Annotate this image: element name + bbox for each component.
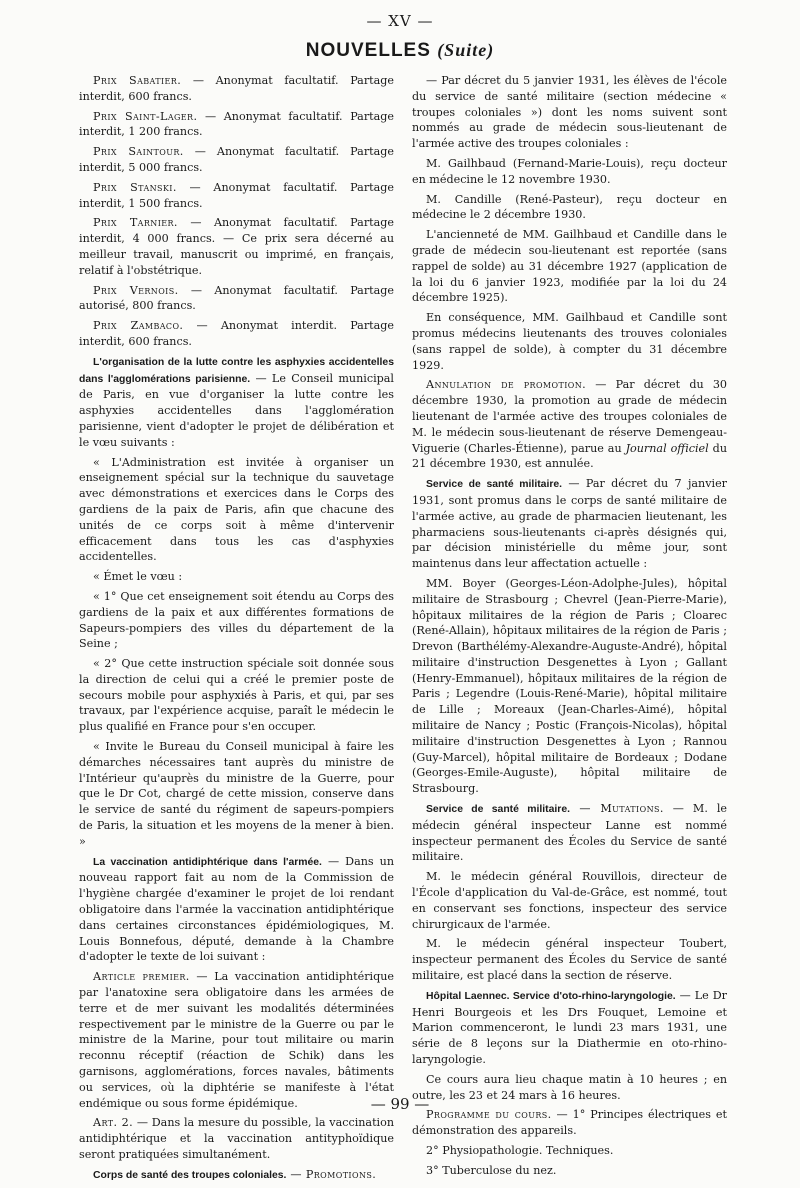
paragraph: « 2° Que cette instruction spéciale soit donnée sous la direction de celui qui a créé le premier poste de secours mobile pour asphyxiés à Paris, et qui, par ses travaux, par l'expérience acquise, paraît le médecin le plus qualifié en France pour s'en occuper. — [79, 657, 394, 734]
programme-paragraph: Programme du cours. — 1° Principes électriques et démonstration des appareils. — [412, 1108, 727, 1138]
paragraph: 3° Tuberculose du nez. — [426, 1163, 557, 1177]
paragraph: M. le médecin général Rouvillois, directeur de l'École d'application du Val-de-Grâce, est nommé, tout en conservant ses fonctions, inspecteur des service chirurgicaux de l'armée. — [412, 870, 727, 931]
page-number: — 99 — — [370, 1095, 430, 1113]
title-main: NOUVELLES — [305, 40, 431, 61]
prix-item: Prix Saint-Lager. — Anonymat facultatif. Partage interdit, 1 200 francs. — [79, 109, 394, 139]
prix-item: Prix Vernois. — Anonymat facultatif. Partage autorisé, 800 francs. — [79, 283, 394, 313]
service-sante-paragraph: Service de santé militaire. — Par décret du 7 janvier 1931, sont promus dans le corps de santé militaire de l'armée active, au grade de pharmacien lieutenant, les pharmaciens sous-lieutenants ci-après désignés qui, par décision ministérielle du même jour, sont maintenus dans leur affectation actuelle : — [412, 477, 728, 571]
page-title — [0, 40, 800, 62]
paragraph: M. Gailhbaud (Fernand-Marie-Louis), reçu docteur en médecine le 12 novembre 1930. — [412, 156, 727, 186]
left-column — [79, 73, 394, 1188]
paragraph: « L'Administration est invitée à organiser un enseignement spécial sur la technique du sauvetage avec démonstrations et exercices dans le Corps des gardiens de la paix de Paris, afin que chacune des unités de ce corps soit à même d'intervenir efficacement dans tous les cas d'asphyxies accidentelles. — [79, 455, 394, 564]
vaccination-paragraph: La vaccination antidiphtérique dans l'armée. — Dans un nouveau rapport fait au nom de la Commission de l'hygiène chargée d'examiner le projet de loi rendant obligatoire dans l'armée la vaccination antidiphtérique dans certaines circonstances épidémiologiques, M. Louis Bonnefous, député, demande à la Chambre d'adopter le texte de loi suivant : — [79, 854, 394, 964]
prix-item: Prix Stanski. — Anonymat facultatif. Partage interdit, 1 500 francs. — [79, 180, 394, 210]
right-column — [412, 73, 727, 1183]
section-heading: Service de santé militaire. — [426, 804, 570, 816]
page-number-roman: — XV — — [366, 12, 434, 30]
paragraph: MM. Boyer (Georges-Léon-Adolphe-Jules), hôpital militaire de Strasbourg ; Chevrel (Jean-Pierre-Marie), hôpitaux militaires de la région de Paris ; Cloarec (René-Allain), hôpitaux militaires de la région de Paris ; Drevon (Barthélémy-Alexandre-Auguste-André), hôpital militaire d'instruction Desgenettes à Lyon ; Gallant (Henry-Emmanuel), hôpitaux militaires de la région de Paris ; Legendre (Louis-René-Marie), hôpital militaire de Lille ; Moreaux (Jean-Charles-Aimé), hôpital militaire de Nancy ; Postic (François-Nicolas), hôpital militaire d'instruction Desgenettes à Lyon ; Rannou (Guy-Marcel), hôpital militaire de Bordeaux ; Dodane (Georges-Emile-Auguste), hôpital militaire de Strasbourg. — [412, 576, 727, 796]
section-heading: Service de santé militaire. — [426, 479, 563, 491]
asphyxies-paragraph: L'organisation de la lutte contre les asphyxies accidentelles dans l'agglomérations parisienne. — Le Conseil municipal de Paris, en vue d'organiser la lutte contre les asphyxies accidentelles dans l'agglomération parisienne, vient d'adopter le projet de délibération et le vœu suivants : — [79, 356, 394, 449]
paragraph: « Émet le vœu : — [93, 570, 183, 584]
paragraph: L'ancienneté de MM. Gailhbaud et Candille dans le grade de médecin sou-lieutenant est reportée (sans rappel de solde) au 31 décembre 1927 (application de la loi du 6 janvier 1923, modifiée par la loi du 24 décembre 1925). — [412, 228, 727, 305]
hopital-paragraph: Hôpital Laennec. Service d'oto-rhino-laryngologie. — Le Dr Henri Bourgeois et les Drs Fouquet, Lemoine et Marion commenceront, le lundi 23 mars 1931, une série de 8 leçons sur la Diathermie en oto-rhino-laryngologie. — [412, 988, 727, 1067]
paragraph: M. Candille (René-Pasteur), reçu docteur en médecine le 2 décembre 1930. — [412, 192, 727, 222]
mutations-paragraph: Service de santé militaire. — Mutations. — M. le médecin général inspecteur Lanne est nommé inspecteur permanent des Écoles du Service de santé militaire. — [412, 802, 728, 864]
paragraph: Ce cours aura lieu chaque matin à 10 heures ; en outre, les 23 et 24 mars à 16 heures. — [412, 1072, 727, 1102]
paragraph: M. le médecin général inspecteur Toubert, inspecteur permanent des Écoles du Service de santé militaire, est placé dans la section de réserve. — [412, 937, 727, 983]
section-heading: Hôpital Laennec. Service d'oto-rhino-laryngologie. — [426, 990, 676, 1002]
section-heading: Corps de santé des troupes coloniales. — [93, 1169, 287, 1181]
article-1: Article premier. — La vaccination antidiphtérique par l'anatoxine sera obligatoire dans les armées de terre et de mer suivant les modalités déterminées respectivement par le ministre de la Guerre ou par le ministre de la Marine, pour tout militaire ou marin reconnu réceptif (réaction de Schik) dans les garnisons, agglomérations, forces navales, bâtiments ou services, où la diphtérie se manifeste à l'état endémique ou sous forme épidémique. — [79, 970, 394, 1110]
paragraph: 2° Physiopathologie. Techniques. — [426, 1144, 614, 1157]
article-2: Art. 2. — Dans la mesure du possible, la vaccination antidiphtérique et la vaccination antityphoïdique seront pratiquées simultanément. — [79, 1116, 394, 1161]
prix-item: Prix Zambaco. — Anonymat interdit. Partage interdit, 600 francs. — [79, 319, 394, 348]
section-heading: L'organisation de la lutte contre les asphyxies accidentelles dans l'agglomérations parisienne. — [79, 356, 394, 385]
prix-item: Prix Saintour. — Anonymat facultatif. Partage interdit, 5 000 francs. — [79, 145, 394, 174]
prix-item: Prix Sabatier. — Anonymat facultatif. Partage interdit, 600 francs. — [79, 74, 394, 103]
section-heading: La vaccination antidiphtérique dans l'armée. — [93, 856, 322, 868]
corps-sante-heading: Corps de santé des troupes coloniales. — Promotions. — [93, 1167, 377, 1181]
title-suite: (Suite) — [437, 40, 495, 60]
annulation-paragraph: Annulation de promotion. — Par décret du 30 décembre 1930, la promotion au grade de médecin lieutenant de l'armée active des troupes coloniales de M. le médecin sous-lieutenant de réserve Demengeau-Viguerie (Charles-Étienne), parue au Journal officiel du 21 décembre 1930, est annulée. — [412, 378, 727, 471]
prix-item: Prix Tarnier. — Anonymat facultatif. Partage interdit, 4 000 francs. — Ce prix sera décerné au meilleur travail, manuscrit ou imprimé, en français, relatif à l'obstétrique. — [79, 216, 394, 277]
paragraph: « Invite le Bureau du Conseil municipal à faire les démarches nécessaires tant auprès du ministre de l'Intérieur qu'auprès du ministre de la Guerre, pour que le Dr Cot, chargé de cette mission, conserve dans le service de santé du régiment de sapeurs-pompiers de Paris, la situation et les moyens de la mener à bien. » — [79, 740, 394, 848]
paragraph: En conséquence, MM. Gailhbaud et Candille sont promus médecins lieutenants des trouves coloniales (sans rappel de solde), à compter du 31 décembre 1929. — [412, 311, 727, 372]
paragraph: « 1° Que cet enseignement soit étendu au Corps des gardiens de la paix et aux différentes formations de Sapeurs-pompiers des villes du département de la Seine ; — [79, 589, 394, 651]
paragraph: — Par décret du 5 janvier 1931, les élèves de l'école du service de santé militaire (section médecine « troupes coloniales ») dont les noms suivent sont nommés au grade de médecin sous-lieutenant de l'armée active des troupes coloniales : — [412, 74, 727, 151]
